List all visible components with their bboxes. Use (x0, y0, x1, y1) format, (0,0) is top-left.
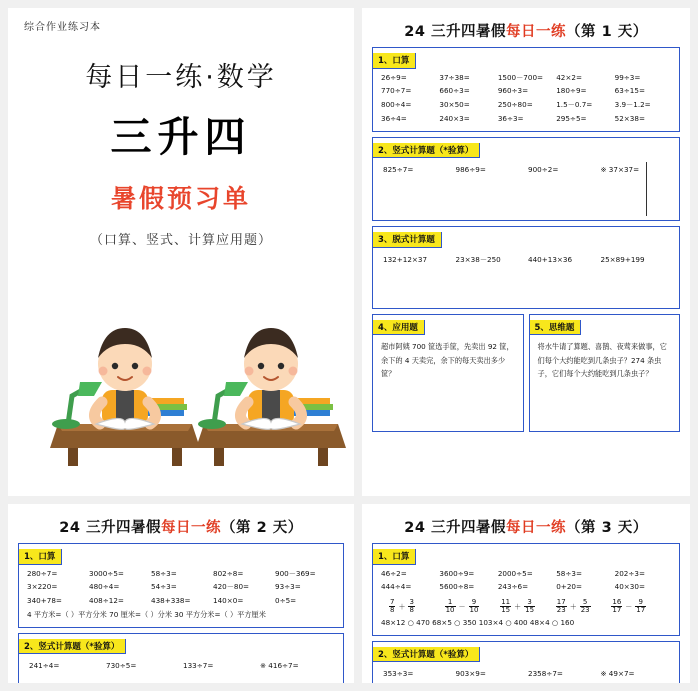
cover-title-grade: 三升四 (110, 113, 252, 161)
fraction-item (611, 599, 667, 615)
fraction: $\frac{17}{23}$ (556, 597, 566, 615)
worksheet-day3-title (372, 512, 680, 543)
title-highlight: 每日一练 (506, 520, 567, 536)
shushi-work-area-day1[interactable] (373, 158, 679, 220)
title-suffix: （第 2 天） (221, 520, 303, 536)
bottom-sections-day1 (372, 314, 680, 432)
kousuan-grid-day2 (19, 565, 343, 627)
table-row: 444÷4= 5600÷8= 243÷6= 0+20= 40×30= (381, 582, 645, 592)
section-label-shushi: 2、竖式计算题（*验算） (373, 647, 480, 663)
fraction: $\frac{9}{17}$ (636, 597, 646, 615)
title-suffix: （第 3 天） (566, 520, 648, 536)
cover-illustration (8, 298, 354, 468)
table-row: 800÷4= 30×50= 250÷80= 1.5－0.7= 3.9－1.2= (381, 99, 651, 109)
worksheet-day2-title (18, 512, 344, 543)
yingyong-question-text: 超市阿姨 700 筐选手筐，先卖出 92 筐，余下的 4 天卖完，余下的每天卖出多少筐？ (381, 342, 514, 378)
section-shushi-day1 (372, 137, 680, 222)
section-label-shushi: 2、竖式计算题（*验算） (19, 639, 126, 655)
cover-title-note: （口算、竖式、计算应用题） (89, 233, 272, 248)
worksheet-day3-slide (362, 504, 690, 683)
section-yingyong-day1 (372, 314, 524, 432)
operator: ＋ (569, 602, 577, 611)
table-row: 46÷2= 3600÷9= 2000÷5= 58÷3= 202÷3= (381, 568, 645, 578)
section-label-tuoshi: 3、脱式计算题 (373, 232, 442, 248)
fraction: $\frac{1}{10}$ (445, 597, 455, 615)
section-label-siwei: 5、思维题 (530, 320, 582, 336)
section-siwei-day1 (529, 314, 681, 432)
fraction: $\frac{5}{23}$ (580, 597, 590, 615)
table-row: 340+78= 408÷12= 438+338= 140×0= 0÷5= (27, 595, 297, 605)
table-row: 132+12×37 23×38－250 440+13×36 25×89+199 (383, 254, 645, 264)
tuoshi-work-area-day1[interactable] (373, 248, 679, 308)
operator: － (625, 602, 633, 611)
fraction: $\frac{3}{8}$ (409, 597, 414, 615)
title-prefix: 24 三升四暑假 (404, 520, 507, 536)
section-tuoshi-day1 (372, 226, 680, 309)
worksheet-day1 (362, 8, 690, 496)
table-row: 3×220= 480÷4= 54÷3= 420－80= 93÷3= (27, 582, 301, 592)
title-suffix: （第 1 天） (566, 24, 648, 40)
title-prefix: 24 三升四暑假 (404, 24, 507, 40)
section-kousuan-day1 (372, 47, 680, 132)
siwei-question-text: 将水牛请了算题、喜鹊、夜莺来做事，它们每个大约能吃到几条虫子？274 条虫子，它们每个大约能吃到几条虫子？ (537, 342, 667, 378)
operator: ＋ (398, 602, 406, 611)
section-kousuan-day2 (18, 543, 344, 628)
fraction-item (389, 599, 445, 615)
cover-header-text: 综合作业练习本 (24, 22, 101, 33)
section-label-shushi: 2、竖式计算题（*验算） (373, 143, 480, 159)
table-row: 241÷4= 730÷5= 133÷7= ※ 416÷7= (29, 661, 299, 671)
worksheet-day1-slide (362, 8, 690, 496)
title-highlight: 每日一练 (506, 24, 567, 40)
table-row: 770÷7= 660÷3= 960÷3= 180÷9= 63÷15= (381, 86, 645, 96)
operator: － (458, 602, 466, 611)
fraction-item (556, 599, 612, 615)
section-shushi-day2 (18, 633, 344, 683)
table-row: 353÷3= 903×9= 2358÷7= ※ 49×7= (383, 669, 635, 679)
cover-title-main: 每日一练·数学 (85, 62, 277, 93)
fraction-item (445, 599, 501, 615)
fraction-row-day3 (381, 597, 673, 619)
title-prefix: 24 三升四暑假 (59, 520, 162, 536)
table-row: 26÷9= 37÷38= 1500－700= 42×2= 99÷3= (381, 72, 641, 82)
fraction: $\frac{3}{15}$ (525, 597, 535, 615)
section-label-kousuan: 1、口算 (373, 549, 416, 565)
student-illustration-right (196, 298, 346, 468)
worksheet-day1-title (372, 16, 680, 47)
worksheet-day3 (362, 504, 690, 683)
section-label-kousuan: 1、口算 (373, 53, 416, 69)
fraction: $\frac{16}{17}$ (612, 597, 622, 615)
section-kousuan-day3 (372, 543, 680, 636)
section-label-yingyong: 4、应用题 (373, 320, 425, 336)
worksheet-day2-slide (8, 504, 354, 683)
cover-slide (8, 8, 354, 496)
table-row: 825÷7= 986÷9= 900÷2= ※ 37×37= (383, 165, 640, 175)
vertical-divider (646, 162, 647, 216)
worksheet-day2 (8, 504, 354, 683)
kousuan-grid-day1 (373, 69, 679, 131)
kousuan-grid-day3 (373, 565, 679, 635)
table-row: 36÷4= 240×3= 36÷3= 295÷5= 52×38= (381, 113, 645, 123)
fraction-item (500, 599, 556, 615)
section-shushi-day3 (372, 641, 680, 683)
table-row: 280÷7= 3000÷5= 58÷3= 802÷8= 900－369= (27, 568, 316, 578)
operator: ＋ (514, 602, 522, 611)
unit-conversion-row: 4 平方米=（ ）平方分米 70 厘米=（ ）分米 30 平方分米=（ ）平方厘米 (27, 609, 266, 619)
compare-row-day3: 48×12 ○ 470 68×5 ○ 350 103×4 ○ 400 48×4 ○ 160 (381, 617, 575, 627)
title-highlight: 每日一练 (161, 520, 222, 536)
section-label-kousuan: 1、口算 (19, 549, 62, 565)
student-illustration-left (50, 298, 200, 468)
fraction: $\frac{11}{15}$ (501, 597, 511, 615)
fraction: $\frac{9}{10}$ (469, 597, 479, 615)
cover-title-subject: 暑假预习单 (110, 184, 251, 213)
fraction: $\frac{7}{8}$ (390, 597, 395, 615)
